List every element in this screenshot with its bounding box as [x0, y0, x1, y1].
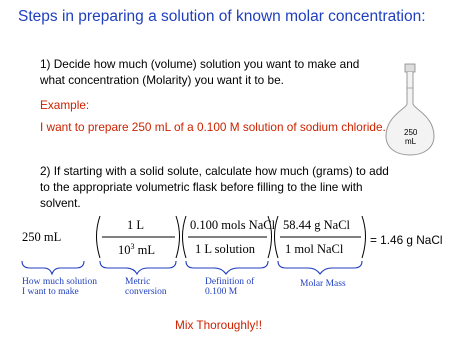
equation-start-value: 250 mL	[22, 230, 62, 244]
fraction-3-denominator: 1 mol NaCl	[285, 242, 344, 256]
note-molar-mass: Molar Mass	[300, 279, 346, 289]
step-1-text: 1) Decide how much (volume) solution you want to make and what concentration (Molarity) you want it to be.	[40, 57, 360, 87]
note-metric-conversion: Metric conversion	[125, 277, 167, 297]
note-how-much-solution: How much solution I want to make	[22, 277, 97, 297]
fraction-2-denominator: 1 L solution	[195, 242, 255, 256]
mix-thoroughly-text: Mix Thoroughly!!	[175, 318, 262, 332]
fraction-2-numerator: 0.100 mols NaCl	[190, 218, 276, 232]
fraction-1-numerator: 1 L	[127, 218, 145, 232]
equation-result: = 1.46 g NaCl	[370, 233, 443, 247]
fraction-1-denominator: $10^3$ mL	[118, 242, 155, 258]
fraction-3-numerator: 58.44 g NaCl	[283, 218, 351, 232]
flask-unit-label: mL	[405, 137, 417, 146]
flask-volume-label: 250	[404, 128, 418, 137]
step-2-text: 2) If starting with a solid solute, calculate how much (grams) to add to the appropriate volumetric flask before filling to the line with solvent.	[40, 164, 389, 210]
example-text: I want to prepare 250 mL of a 0.100 M solution of sodium chloride.	[40, 120, 386, 134]
example-label: Example:	[40, 98, 90, 112]
page-title: Steps in preparing a solution of known molar concentration:	[18, 8, 426, 25]
note-definition-molarity: Definition of 0.100 M	[205, 277, 255, 297]
